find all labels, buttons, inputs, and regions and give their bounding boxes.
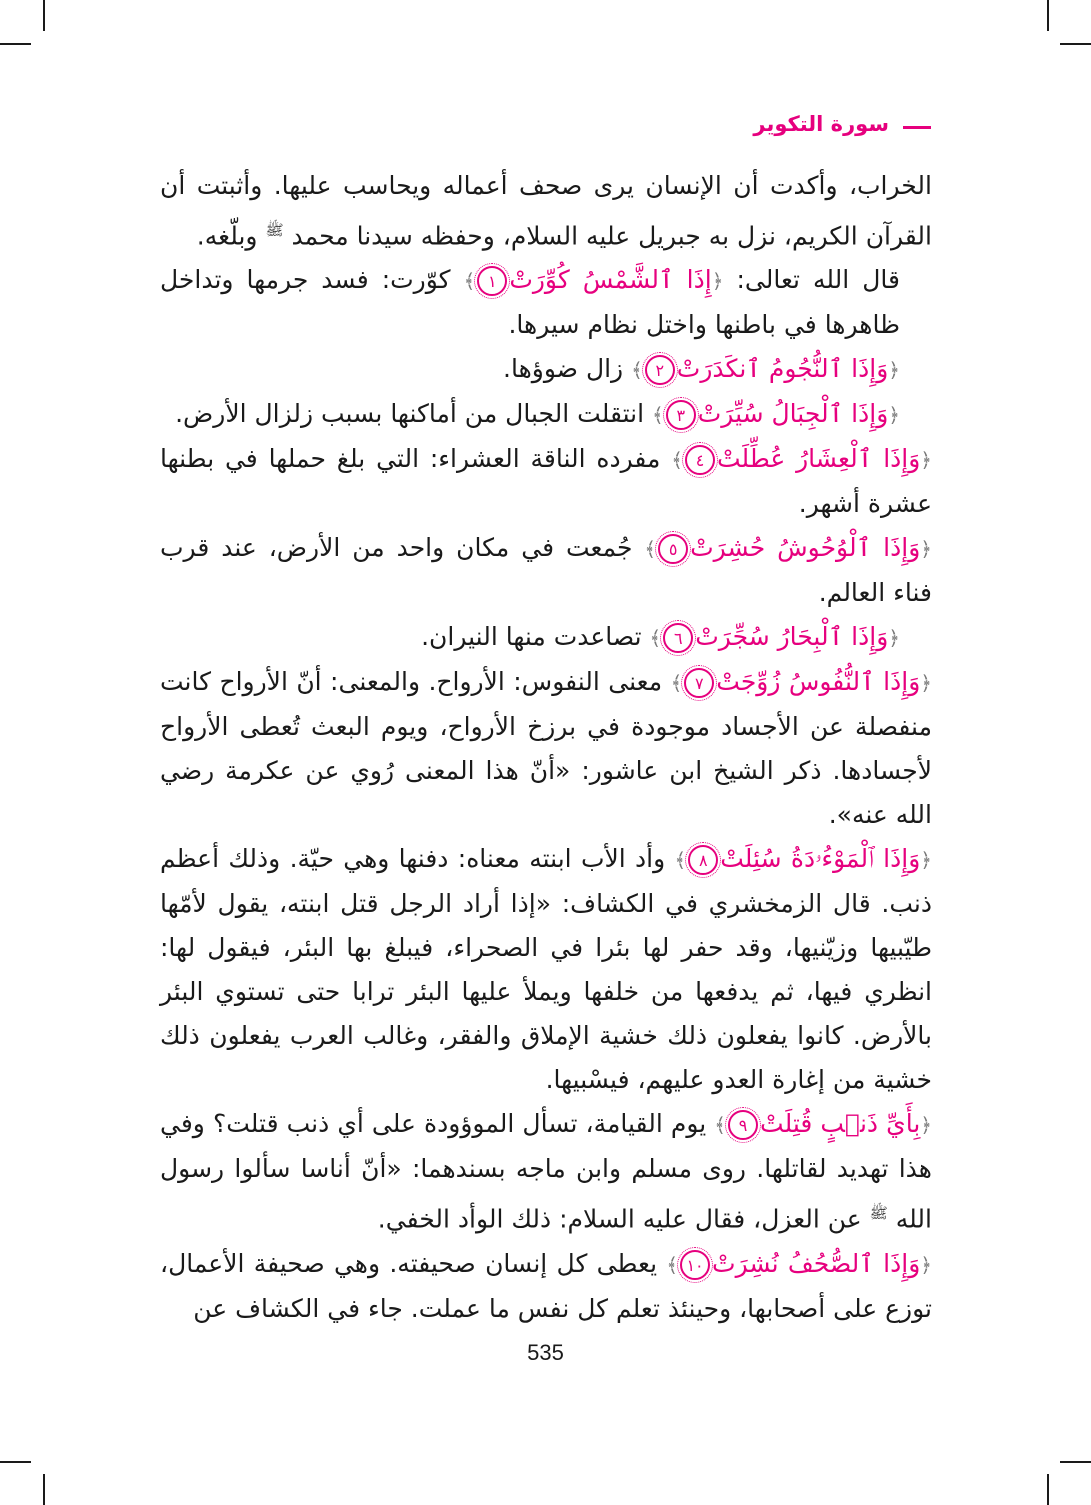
ayah-number-badge: ١: [477, 266, 507, 296]
crop-mark-bottom-right-v: [1047, 1474, 1049, 1505]
ayah-number-badge: ٣: [666, 400, 696, 430]
verse-bracket-open-icon: ﴿: [888, 403, 900, 428]
verse-bracket-close-icon: ﴾: [670, 671, 683, 696]
verse-bracket-close-icon: ﴾: [644, 537, 657, 562]
verse-bracket-open-icon: ﴿: [920, 448, 933, 473]
verse-quote: [652, 399, 900, 428]
verse-text: وَإِذَا ٱلْعِشَارُ عُطِّلَتْ: [717, 444, 921, 474]
verse-text: وَإِذَا ٱلْمَوْءُۥدَةُ سُئِلَتْ: [720, 844, 921, 874]
ayah-number-badge: ٦: [663, 623, 693, 653]
verse-commentary: تصاعدت منها النيران.: [421, 622, 642, 652]
ayah-number-badge: ٢: [645, 355, 675, 385]
verse-bracket-close-icon: ﴾: [631, 358, 643, 383]
verse-paragraph-2: [160, 347, 932, 392]
crop-mark-top-right-v: [1047, 0, 1049, 31]
verse-paragraph-6: [160, 615, 932, 660]
verse-bracket-close-icon: ﴾: [671, 448, 683, 473]
verse-paragraph-9: [160, 1102, 932, 1241]
verse-bracket-open-icon: ﴿: [888, 626, 900, 651]
verse-paragraph-8: [160, 837, 932, 1102]
verse-text: بِأَيِّ ذَنۢبٍ قُتِلَتْ: [760, 1109, 921, 1139]
verse-bracket-open-icon: ﴿: [920, 1252, 932, 1277]
verse-text: وَإِذَا ٱلْوُحُوشُ حُشِرَتْ: [690, 533, 921, 563]
verse-paragraph-3: [160, 392, 932, 437]
verse-text: وَإِذَا ٱلنُّجُومُ ٱنكَدَرَتْ: [676, 354, 889, 384]
verse-bracket-open-icon: ﴿: [920, 848, 932, 873]
verse-bracket-close-icon: ﴾: [674, 848, 687, 873]
verse-commentary: مفرده الناقة العشراء: التي بلغ حملها في بطنها عشرة أشهر.: [160, 444, 932, 519]
verse-commentary: معنى النفوس: الأرواح. والمعنى: أنّ الأرواح كانت منفصلة عن الأجساد موجودة في برزخ الأرواح، ويوم البعث تُعطى الأرواح لأجسادها. ذكر الشيخ ابن عاشور: «أنّ هذا المعنى رُوي عن عكرمة رضي الله عنه».: [160, 667, 932, 830]
verse-text: وَإِذَا ٱلنُّفُوسُ زُوِّجَتْ: [716, 667, 921, 697]
crop-mark-top-left-h: [0, 43, 31, 45]
ayah-number-badge: ٤: [685, 445, 715, 475]
ayah-number-badge: ٧: [684, 668, 714, 698]
verse-paragraph-10: [160, 1242, 932, 1331]
verse-bracket-open-icon: ﴿: [711, 269, 724, 294]
verse-bracket-open-icon: ﴿: [888, 358, 900, 383]
verse-bracket-close-icon: ﴾: [652, 403, 664, 428]
ayah-number-badge: ١٠: [680, 1250, 710, 1280]
crop-mark-top-left-v: [43, 0, 45, 31]
verse-commentary: زال ضوؤها.: [503, 354, 624, 384]
verse-quote: [714, 1109, 932, 1138]
verse-quote: [671, 667, 932, 696]
verse-bracket-close-icon: ﴾: [649, 626, 662, 651]
verse-quote: [675, 844, 932, 873]
surah-title: سورة التكوير: [753, 112, 889, 136]
verse-paragraph-4: [160, 437, 932, 526]
page-number: 535: [527, 1340, 564, 1365]
verse-paragraph-7: [160, 660, 932, 837]
page-body: [160, 164, 932, 1331]
verse-commentary: يعطى كل إنسان صحيفته. وهي صحيفة الأعمال، توزع على أصحابها، وحينئذ تعلم كل نفس ما عملت. جاء في الكشاف عن: [160, 1248, 932, 1323]
ayah-number-badge: ٨: [688, 845, 718, 875]
verse-bracket-open-icon: ﴿: [920, 671, 932, 696]
verse-bracket-close-icon: ﴾: [666, 1252, 679, 1277]
ayah-number-badge: ٩: [728, 1110, 758, 1140]
verse-quote: [650, 622, 900, 651]
verse-quote: [464, 265, 724, 294]
verse-text: إِذَا ٱلشَّمْسُ كُوِّرَتْ: [509, 265, 712, 295]
verse-paragraph-1: [160, 258, 932, 347]
verse-quote: [671, 444, 932, 473]
verse-commentary: وأد الأب ابنته معناه: دفنها وهي حيّة. وذلك أعظم ذنب. قال الزمخشري في الكشاف: «إذا أراد الرجل قتل ابنته، يقول لأمّها طيّبيها وزيّنيها، وقد حفر لها بئرا في الصحراء، فيبلغ بها البئر، فيقول لها: انظري فيها، ثم يدفعها من خلفها ويملأ عليها البئر ترابا حتى تستوي البئر بالأرض. كانوا يفعلون ذلك خشية الإملاق والفقر، وغالب العرب يفعلون ذلك خشية من إغارة العدو عليهم، فيسْبيها.: [160, 844, 932, 1095]
crop-mark-top-right-h: [1060, 43, 1091, 45]
verse-bracket-open-icon: ﴿: [920, 1113, 932, 1138]
verse-text: وَإِذَا ٱلْجِبَالُ سُيِّرَتْ: [697, 399, 889, 429]
verse-quote: [644, 533, 932, 562]
running-header: [753, 112, 931, 136]
verse-commentary: كوّرت: فسد جرمها وتداخل ظاهرها في باطنها واختل نظام سيرها.: [160, 265, 900, 340]
crop-mark-bottom-left-v: [43, 1474, 45, 1505]
verse-commentary: انتقلت الجبال من أماكنها بسبب زلزال الأرض.: [175, 399, 645, 429]
paragraph-text: الخراب، وأكدت أن الإنسان يرى صحف أعماله ويحاسب عليها. وأثبتت أن القرآن الكريم، نزل به جبريل عليه السلام، وحفظه سيدنا محمد: [160, 171, 932, 251]
honorific-icon: ﷺ: [265, 221, 284, 239]
paragraph-continuation: [160, 164, 932, 258]
verse-lead: قال الله تعالى:: [736, 265, 900, 295]
verse-bracket-open-icon: ﴿: [920, 537, 932, 562]
crop-mark-bottom-left-h: [0, 1461, 31, 1463]
verse-bracket-close-icon: ﴾: [714, 1113, 727, 1138]
paragraph-text: وبلّغه.: [196, 221, 258, 251]
honorific-icon: ﷺ: [869, 1204, 888, 1223]
verse-commentary: يوم القيامة، تسأل الموؤودة على أي ذنب قتلت؟ وفي هذا تهديد لقاتلها. روى مسلم وابن ماجه بسندهما: «أنّ أناسا سألوا رسول الله: [160, 1109, 932, 1234]
verse-commentary: جُمعت في مكان واحد من الأرض، عند قرب فناء العالم.: [160, 533, 932, 608]
ayah-number-badge: ٥: [658, 534, 688, 564]
verse-bracket-close-icon: ﴾: [463, 269, 476, 294]
verse-quote: [666, 1249, 932, 1278]
crop-mark-bottom-right-h: [1060, 1461, 1091, 1463]
header-rule: [903, 126, 931, 129]
verse-paragraph-5: [160, 526, 932, 615]
verse-text: وَإِذَا ٱلصُّحُفُ نُشِرَتْ: [712, 1248, 921, 1278]
verse-commentary: عن العزل، فقال عليه السلام: ذلك الوأد الخفي.: [377, 1204, 862, 1234]
verse-quote: [631, 354, 900, 383]
verse-text: وَإِذَا ٱلْبِحَارُ سُجِّرَتْ: [695, 622, 889, 652]
